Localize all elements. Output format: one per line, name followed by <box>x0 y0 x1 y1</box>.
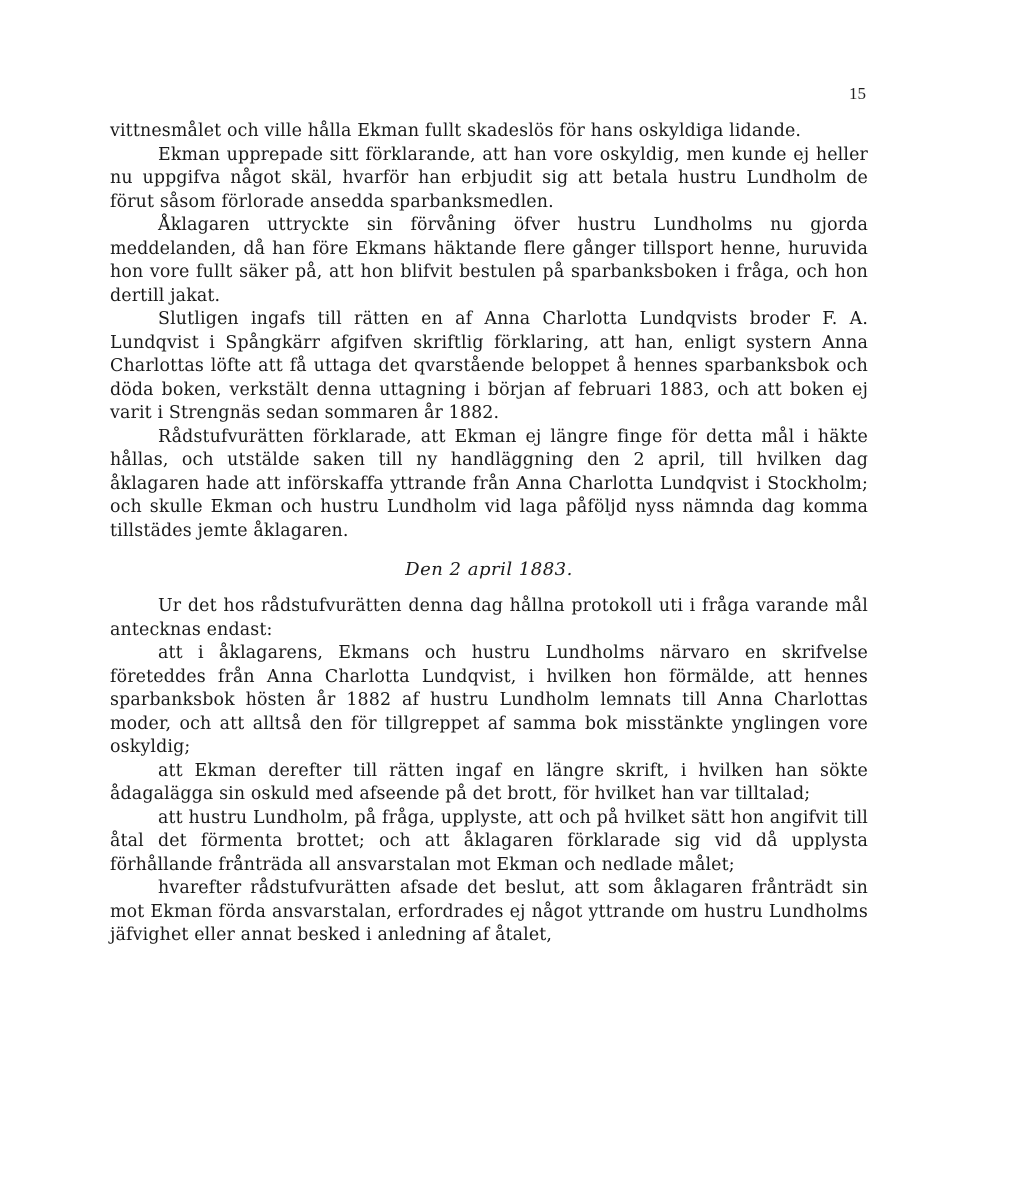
paragraph: Slutligen ingafs till rätten en af Anna Charlotta Lundqvists broder F. A. Lundqvist i Spångkärr afgifven skriftlig förklaring, att han, enligt systern Anna Charlottas löfte att få uttaga det qvarstående beloppet å hennes sparbanksbok och döda boken, verkstält denna uttagning i början af februari 1883, och att boken ej varit i Strengnäs sedan sommaren år 1882. <box>110 309 868 423</box>
paragraph: Rådstufvurätten förklarade, att Ekman ej längre finge för detta mål i häkte hållas, och utstälde saken till ny handläggning den 2 april, till hvilken dag åklagaren hade att införskaffa yttrande från Anna Charlotta Lundqvist i Stockholm; och skulle Ekman och hustru Lundholm vid laga påföljd nyss nämnda dag komma tillstädes jemte åklagaren. <box>110 426 868 541</box>
paragraph: Ur det hos rådstufvurätten denna dag hållna protokoll uti i fråga varande mål antecknas endast: <box>110 596 868 640</box>
date-heading: Den 2 april 1883. <box>405 559 573 580</box>
paragraph: att Ekman derefter till rätten ingaf en längre skrift, i hvilken han sökte ådagalägga sin oskuld med afseende på det brott, för hvilket han var tilltalad; <box>110 760 868 804</box>
paragraph: att hustru Lundholm, på fråga, upplyste, att och på hvilket sätt hon angifvit till åtal det förmenta brottet; och att åklagaren förklarade sig vid då upplysta förhållande frånträda all ansvarstalan mot Ekman och nedlade målet; <box>110 807 868 875</box>
paragraph: Åklagaren uttryckte sin förvåning öfver hustru Lundholms nu gjorda meddelanden, då han före Ekmans häktande flere gånger tillsport henne, huruvida hon vore fullt säker på, att hon blifvit bestulen på sparbanksboken i fråga, och hon dertill jakat. <box>110 215 868 306</box>
paragraph: hvarefter rådstufvurätten afsade det beslut, att som åklagaren frånträdt sin mot Ekman förda ansvarstalan, erfordrades ej något yttrande om hustru Lundholms jäfvighet eller annat besked i anledning af åtalet, <box>110 878 868 945</box>
paragraph: Ekman upprepade sitt förklarande, att han vore oskyldig, men kunde ej heller nu uppgifva något skäl, hvarför han erbjudit sig att betala hustru Lundholm de förut såsom förlorade ansedda sparbanksmedlen. <box>110 144 868 212</box>
page-number: 15 <box>849 84 866 103</box>
paragraph: vittnesmålet och ville hålla Ekman fullt skadeslös för hans oskyldiga lidande. <box>110 121 802 141</box>
text-body <box>110 120 868 948</box>
paragraph: att i åklagarens, Ekmans och hustru Lundholms närvaro en skrifvelse företeddes från Anna Charlotta Lundqvist, i hvilken hon förmälde, att hennes sparbanksbok hösten år 1882 af hustru Lundholm lemnats till Anna Charlottas moder, och att alltså den för tillgreppet af samma bok misstänkte ynglingen vore oskyldig; <box>110 643 868 757</box>
